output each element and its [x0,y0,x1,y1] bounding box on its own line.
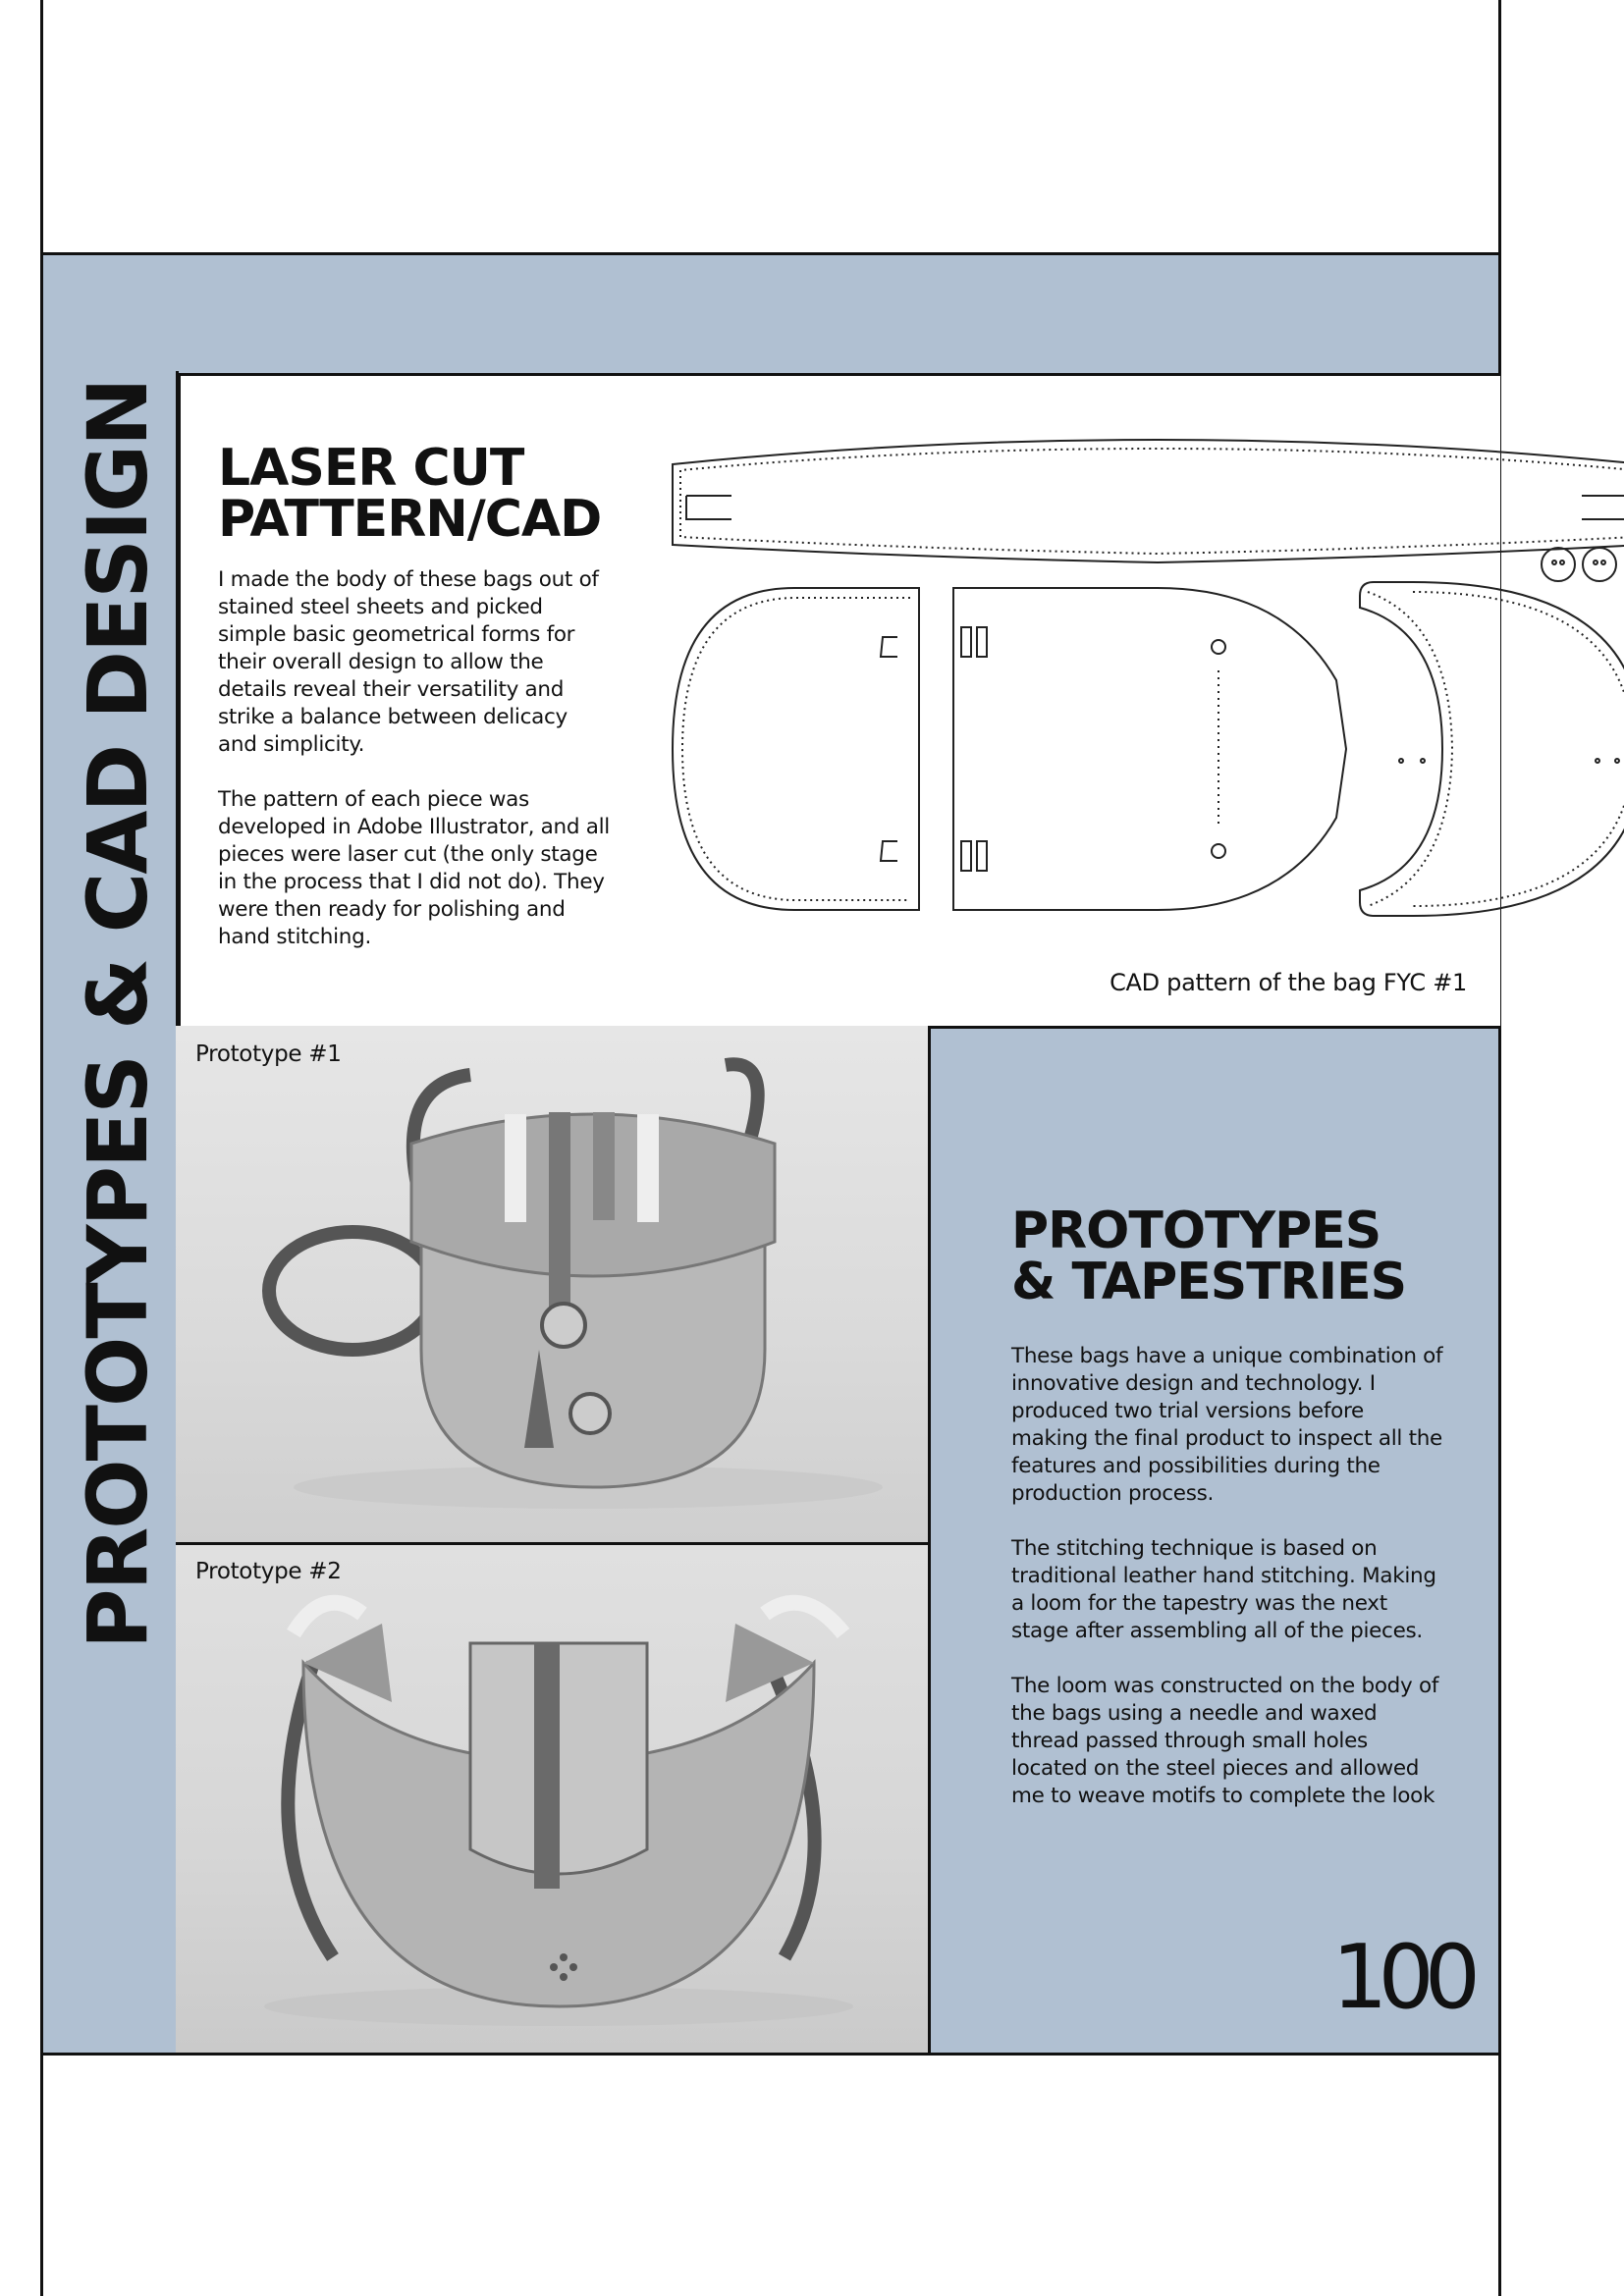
bag-2-illustration [176,1545,928,2056]
cad-caption: CAD pattern of the bag FYC #1 [1110,969,1467,996]
side-title: PROTOTYPES & CAD DESIGN [70,379,166,1649]
tapestries-title-line2: & TAPESTRIES [1011,1253,1407,1311]
cad-center-body-piece [953,588,1346,910]
cad-right-flap-piece [1360,582,1624,916]
prototype-2-label: Prototype #2 [195,1559,342,1584]
bag-1-illustration [176,1026,928,1542]
laser-paragraph-2: The pattern of each piece was developed in Adobe Illustrator, and all pieces were laser cut (the only stage in the process that I did not do). They were then ready for polishing and hand stitching. [218,787,610,949]
tapestries-paragraph-3: The loom was constructed on the body of the bags using a needle and waxed thread passed through small holes located on the steel pieces and allowed me to weave motifs to complete the look [1011,1674,1439,1808]
prototype-2-photo [176,1542,931,2056]
laser-title-line2: PATTERN/CAD [218,490,602,549]
band-top-line [40,252,1501,255]
tapestries-title-line1: PROTOTYPES [1011,1201,1381,1260]
tapestries-paragraph-1: These bags have a unique combination of innovative design and technology. I produced two trial versions before making the final product to inspect all the features and possibilities during the production process. [1011,1344,1443,1506]
frame-right-line [1498,0,1501,2296]
page-number: 100 [1331,1926,1471,2029]
frame-left-line [40,0,43,2296]
tapestries-paragraph-2: The stitching technique is based on traditional leather hand stitching. Making a loom for the tapestry was the next stage after assembling all of the pieces. [1011,1536,1436,1643]
laser-cut-panel [178,373,1500,1029]
tapestries-title [1011,1201,1473,1311]
laser-paragraph-1: I made the body of these bags out of stained steel sheets and picked simple basic geometrical forms for their overall design to allow the details reveal their versatility and strike a balance between delicacy and simplicity. [218,567,599,757]
prototype-1-photo [176,1026,931,1545]
prototype-1-label: Prototype #1 [195,1041,342,1067]
laser-title-line1: LASER CUT [218,439,524,498]
cad-button-piece-1 [1542,548,1575,581]
cad-pattern-drawing [667,435,1624,935]
tapestries-text-block [1011,1201,1473,1810]
laser-title [218,439,670,549]
cad-button-piece-2 [1583,548,1616,581]
laser-text-block [218,439,670,951]
